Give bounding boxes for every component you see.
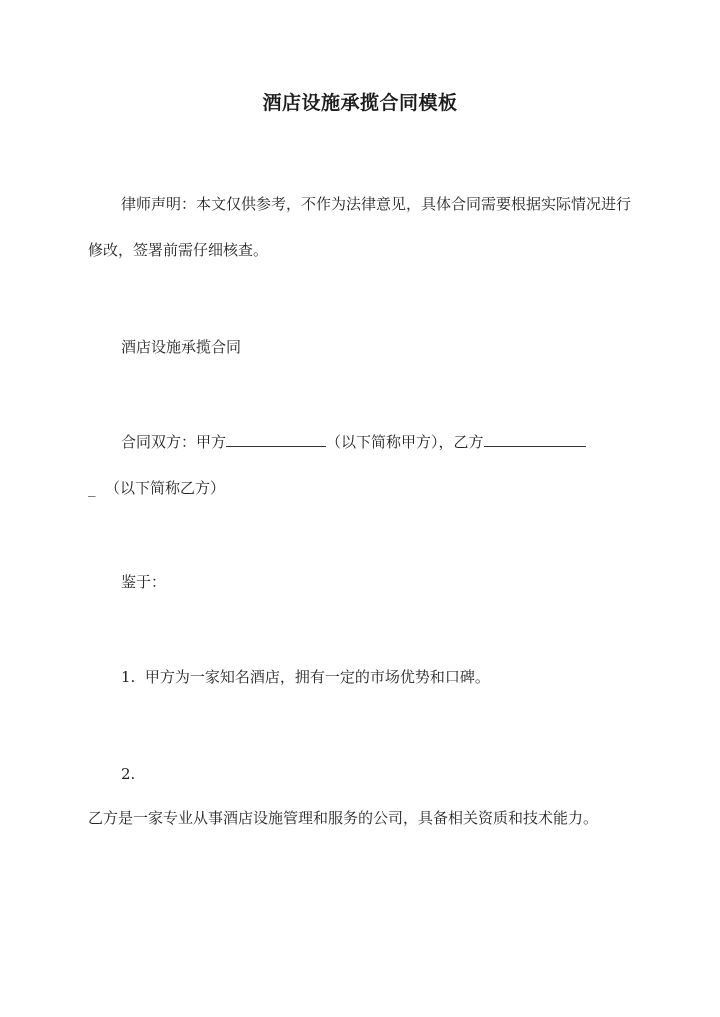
parties-prefix: 合同双方：甲方 (121, 433, 227, 451)
whereas-label: 鉴于： (121, 573, 167, 591)
clause-1-number: 1. (121, 668, 136, 686)
party-a-suffix: （以下简称甲方），乙方 (326, 433, 484, 451)
document-title: 酒店设施承揽合同模板 (262, 92, 458, 114)
party-b-blank (484, 432, 586, 447)
clause-2-text: 乙方是一家专业从事酒店设施管理和服务的公司，具备相关资质和技术能力。 (88, 809, 599, 827)
parties-line (121, 432, 586, 452)
clause-1-text: 甲方为一家知名酒店，拥有一定的市场优势和口碑。 (144, 668, 490, 686)
clause-1 (121, 667, 490, 687)
party-b-trailing-underscore: _ (88, 479, 96, 497)
party-a-blank (226, 432, 326, 447)
parties-line-continued (88, 478, 225, 498)
clause-2-number: 2. (121, 765, 136, 783)
party-b-suffix: （以下简称乙方） (105, 479, 226, 497)
disclaimer-paragraph: 律师声明：本文仅供参考，不作为法律意见，具体合同需要根据实际情况进行修改，签署前需仔细核查。 (88, 195, 632, 259)
contract-name: 酒店设施承揽合同 (121, 338, 242, 356)
